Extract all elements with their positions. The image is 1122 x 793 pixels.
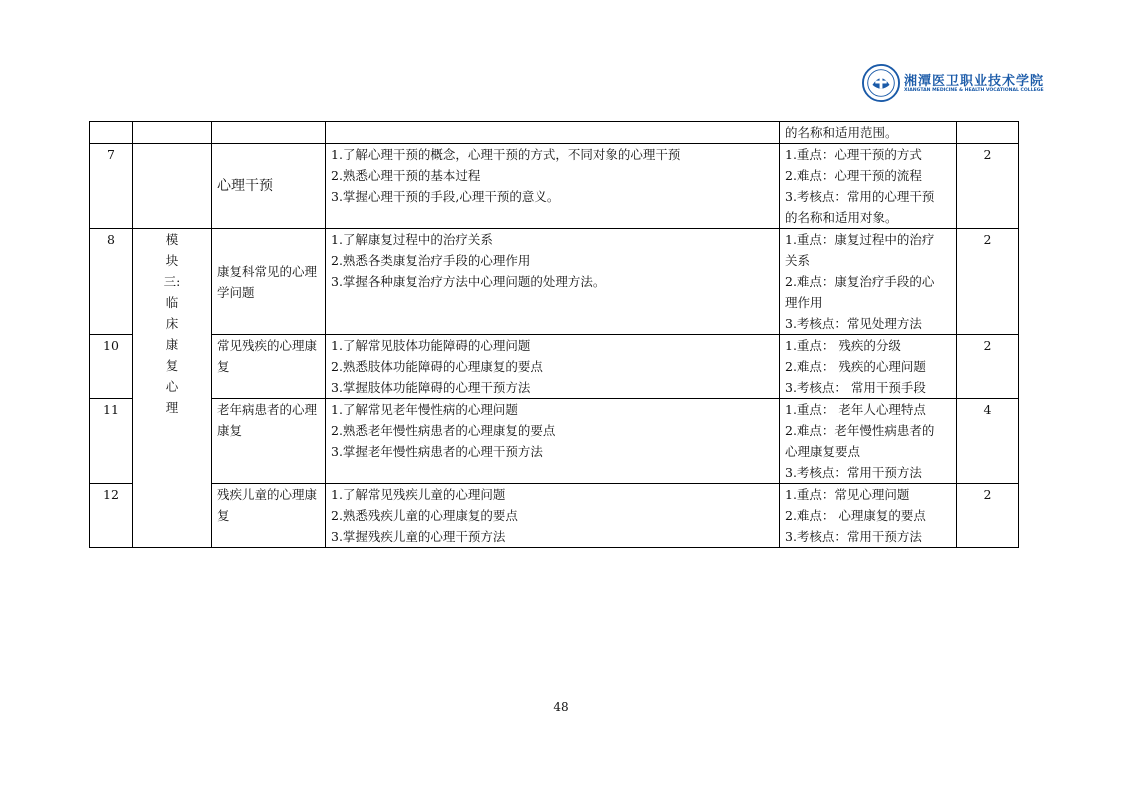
cell-topic: 常见残疾的心理康复 bbox=[212, 335, 326, 399]
cell-topic: 康复科常见的心理学问题 bbox=[212, 229, 326, 335]
table-row bbox=[90, 229, 1019, 335]
objective-line: 3.掌握各种康复治疗方法中心理问题的处理方法。 bbox=[331, 274, 606, 289]
college-logo bbox=[862, 64, 1045, 106]
point-line: 的名称和适用范围。 bbox=[785, 125, 898, 140]
cell-points bbox=[780, 229, 957, 335]
cell-num: 11 bbox=[90, 399, 133, 484]
objective-line: 2.熟悉残疾儿童的心理康复的要点 bbox=[331, 508, 518, 523]
cell-objectives bbox=[326, 484, 780, 548]
cell-points bbox=[780, 484, 957, 548]
table-row bbox=[90, 484, 1019, 548]
point-line: 3.考核点：常用干预方法 bbox=[785, 529, 922, 544]
module-char: 床 bbox=[165, 316, 179, 331]
objective-line: 1.了解常见残疾儿童的心理问题 bbox=[331, 487, 506, 502]
cell-hours: 4 bbox=[957, 399, 1019, 484]
objective-line: 2.熟悉各类康复治疗手段的心理作用 bbox=[331, 253, 531, 268]
cell-module bbox=[133, 122, 212, 144]
logo-college-name: 湘潭医卫职业技术学院 bbox=[904, 74, 1045, 89]
point-line: 3.考核点： 常用干预手段 bbox=[785, 380, 926, 395]
point-line: 3.考核点：常见处理方法 bbox=[785, 316, 922, 331]
cell-points bbox=[780, 399, 957, 484]
objective-line: 2.熟悉肢体功能障碍的心理康复的要点 bbox=[331, 359, 543, 374]
point-line: 理作用 bbox=[785, 295, 823, 310]
table-row bbox=[90, 335, 1019, 399]
objective-line: 1.了解常见肢体功能障碍的心理问题 bbox=[331, 338, 531, 353]
point-line: 心理康复要点 bbox=[785, 444, 861, 459]
cell-num: 7 bbox=[90, 144, 133, 229]
objective-line: 2.熟悉心理干预的基本过程 bbox=[331, 168, 481, 183]
cell-num: 10 bbox=[90, 335, 133, 399]
point-line: 3.考核点：常用干预方法 bbox=[785, 465, 922, 480]
objective-line: 3.掌握肢体功能障碍的心理干预方法 bbox=[331, 380, 531, 395]
cell-topic: 残疾儿童的心理康复 bbox=[212, 484, 326, 548]
cell-points bbox=[780, 122, 957, 144]
table-row bbox=[90, 144, 1019, 229]
cell-objectives bbox=[326, 122, 780, 144]
point-line: 关系 bbox=[785, 253, 811, 268]
cell-objectives bbox=[326, 399, 780, 484]
objective-line: 3.掌握残疾儿童的心理干预方法 bbox=[331, 529, 506, 544]
module-char: 模 bbox=[165, 232, 179, 247]
cell-num bbox=[90, 122, 133, 144]
module-char: 复 bbox=[165, 358, 179, 373]
cell-num: 8 bbox=[90, 229, 133, 335]
college-emblem-icon bbox=[862, 64, 900, 102]
objective-line: 2.熟悉老年慢性病患者的心理康复的要点 bbox=[331, 423, 556, 438]
cell-points bbox=[780, 144, 957, 229]
point-line: 2.难点： 心理康复的要点 bbox=[785, 508, 926, 523]
cell-hours: 2 bbox=[957, 229, 1019, 335]
page-number: 48 bbox=[553, 700, 569, 714]
point-line: 2.难点：心理干预的流程 bbox=[785, 168, 922, 183]
objective-line: 1.了解康复过程中的治疗关系 bbox=[331, 232, 493, 247]
cell-module-empty bbox=[133, 144, 212, 229]
cell-hours: 2 bbox=[957, 144, 1019, 229]
module-char: 块 bbox=[165, 253, 179, 268]
cell-objectives bbox=[326, 229, 780, 335]
table-row-continued bbox=[90, 122, 1019, 144]
objective-line: 1.了解常见老年慢性病的心理问题 bbox=[331, 402, 518, 417]
cell-hours: 2 bbox=[957, 484, 1019, 548]
objective-line: 1.了解心理干预的概念，心理干预的方式，不同对象的心理干预 bbox=[331, 147, 681, 162]
objective-line: 3.掌握心理干预的手段,心理干预的意义。 bbox=[331, 189, 560, 204]
cell-objectives bbox=[326, 335, 780, 399]
module-char: 心 bbox=[165, 379, 179, 394]
point-line: 1.重点： 老年人心理特点 bbox=[785, 402, 926, 417]
module-char: 三: bbox=[163, 274, 181, 289]
module-char: 康 bbox=[165, 337, 179, 352]
logo-college-name-english: XIANGTAN MEDICINE & HEALTH VOCATIONAL COLLEGE bbox=[904, 88, 1044, 93]
module-char: 临 bbox=[165, 295, 179, 310]
objective-line: 3.掌握老年慢性病患者的心理干预方法 bbox=[331, 444, 543, 459]
point-line: 的名称和适用对象。 bbox=[785, 210, 898, 225]
module-char: 理 bbox=[165, 400, 179, 415]
cell-topic: 老年病患者的心理康复 bbox=[212, 399, 326, 484]
cell-topic: 心理干预 bbox=[212, 144, 326, 229]
cell-topic bbox=[212, 122, 326, 144]
point-line: 2.难点： 残疾的心理问题 bbox=[785, 359, 926, 374]
cell-points bbox=[780, 335, 957, 399]
point-line: 1.重点：常见心理问题 bbox=[785, 487, 910, 502]
point-line: 1.重点：心理干预的方式 bbox=[785, 147, 922, 162]
point-line: 2.难点：康复治疗手段的心 bbox=[785, 274, 935, 289]
curriculum-table bbox=[89, 121, 1019, 548]
point-line: 1.重点：康复过程中的治疗 bbox=[785, 232, 935, 247]
point-line: 3.考核点：常用的心理干预 bbox=[785, 189, 935, 204]
point-line: 1.重点： 残疾的分级 bbox=[785, 338, 901, 353]
cell-hours: 2 bbox=[957, 335, 1019, 399]
table-row bbox=[90, 399, 1019, 484]
cell-objectives bbox=[326, 144, 780, 229]
cell-num: 12 bbox=[90, 484, 133, 548]
point-line: 2.难点：老年慢性病患者的 bbox=[785, 423, 935, 438]
cell-module bbox=[133, 229, 212, 548]
cell-hours bbox=[957, 122, 1019, 144]
